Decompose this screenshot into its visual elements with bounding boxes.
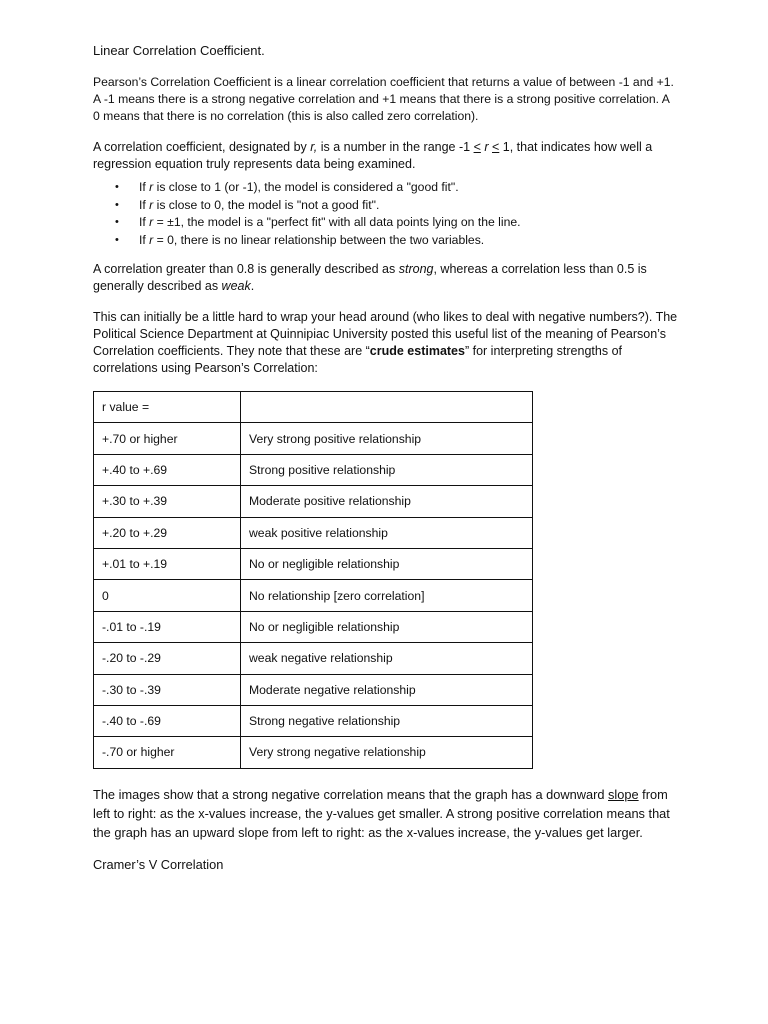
r-symbol: r xyxy=(480,140,492,154)
table-row xyxy=(94,705,533,736)
r-value-cell: +.40 to +.69 xyxy=(94,454,241,485)
r-value-cell: +.01 to +.19 xyxy=(94,548,241,579)
relationship-cell: Moderate positive relationship xyxy=(241,486,533,517)
table-row xyxy=(94,423,533,454)
r-value-cell: +.70 or higher xyxy=(94,423,241,454)
relationship-cell: No or negligible relationship xyxy=(241,611,533,642)
less-equal-symbol: < xyxy=(473,140,481,154)
strong-term: strong xyxy=(398,262,434,276)
r-value-cell: +.20 to +.29 xyxy=(94,517,241,548)
text-fragment: If xyxy=(139,215,150,229)
text-fragment: ” for interpreting strengths of correlations using Pearson’s Correlation: xyxy=(93,344,622,375)
table-row xyxy=(94,486,533,517)
relationship-cell: Strong negative relationship xyxy=(241,705,533,736)
text-fragment: from left to right: as the x-values increase, the y-values get smaller. A strong positive correlation means that the graph has an upward slope from left to right: as the x-values increase, the y-values get larger. xyxy=(93,786,670,840)
table-header-row xyxy=(94,392,533,423)
paragraph-coefficient-definition xyxy=(93,139,678,173)
r-value-cell: -.70 or higher xyxy=(94,737,241,768)
text-fragment: If xyxy=(139,232,150,247)
table-row xyxy=(94,517,533,548)
r-value-cell: -.30 to -.39 xyxy=(94,674,241,705)
text-fragment: A correlation greater than 0.8 is generally described as xyxy=(93,262,399,276)
text-fragment: A correlation coefficient, designated by xyxy=(93,140,311,154)
document-page xyxy=(93,36,678,874)
table-row xyxy=(94,643,533,674)
text-fragment: If xyxy=(139,197,150,212)
relationship-cell: Very strong positive relationship xyxy=(241,423,533,454)
bullet-icon: • xyxy=(115,216,119,228)
bullet-icon: • xyxy=(115,198,119,211)
text-fragment: 1, that indicates how well a regression equation truly represents data being examined. xyxy=(93,140,653,171)
list-item xyxy=(115,179,678,197)
paragraph-pearson-intro: Pearson’s Correlation Coefficient is a linear correlation coefficient that returns a value of between -1 and +1. A -1 means there is a strong negative correlation and +1 means that there is a strong positive correlation. A 0 means that there is no correlation (this is also called zero correlation). xyxy=(93,75,674,123)
text-fragment: This can initially be a little hard to wrap your head around (who likes to deal with negative numbers?). The Political Science Department at Quinnipiac University posted this useful list of the meaning of Pearson’s Correlation coefficients. They note that these are “ xyxy=(93,310,678,358)
weak-term: weak xyxy=(221,279,251,293)
list-item xyxy=(115,232,678,250)
r-symbol: r xyxy=(149,215,154,229)
relationship-cell: weak negative relationship xyxy=(241,643,533,674)
text-fragment: is close to 1 (or -1), the model is considered a "good fit". xyxy=(153,180,459,194)
relationship-cell: No or negligible relationship xyxy=(241,548,533,579)
table-row xyxy=(94,454,533,485)
r-value-cell: 0 xyxy=(94,580,241,611)
text-fragment: is a number in the range -1 xyxy=(317,140,474,154)
table-row xyxy=(94,580,533,611)
r-value-cell: -.20 to -.29 xyxy=(94,643,241,674)
paragraph-quinnipiac xyxy=(93,309,678,377)
text-fragment: = ±1, the model is a "perfect fit" with all data points lying on the line. xyxy=(153,215,521,229)
less-equal-symbol: < xyxy=(492,140,500,154)
r-symbol: r xyxy=(149,197,154,212)
bullet-icon: • xyxy=(115,181,119,193)
slope-link[interactable]: slope xyxy=(608,786,639,802)
list-item xyxy=(115,214,678,232)
relationship-cell: weak positive relationship xyxy=(241,517,533,548)
text-fragment: is close to 0, the model is "not a good fit". xyxy=(153,197,380,212)
list-item xyxy=(115,197,678,215)
table-row xyxy=(94,611,533,642)
r-symbol: r, xyxy=(310,140,318,154)
section-heading-cramers-v: Cramer’s V Correlation xyxy=(93,856,224,872)
fit-criteria-list xyxy=(93,179,678,249)
correlation-strength-table xyxy=(93,391,533,769)
table-header-cell xyxy=(241,392,533,423)
table-row xyxy=(94,548,533,579)
table-row xyxy=(94,674,533,705)
r-symbol: r xyxy=(149,232,154,247)
r-value-cell: -.01 to -.19 xyxy=(94,611,241,642)
relationship-cell: Moderate negative relationship xyxy=(241,674,533,705)
text-fragment: , whereas a correlation less than 0.5 is generally described as xyxy=(93,262,647,293)
r-value-cell: -.40 to -.69 xyxy=(94,705,241,736)
relationship-cell: Strong positive relationship xyxy=(241,454,533,485)
crude-estimates-term: crude estimates xyxy=(369,344,465,358)
table-header-cell: r value = xyxy=(94,392,241,423)
document-title: Linear Correlation Coefficient. xyxy=(93,43,265,58)
relationship-cell: No relationship [zero correlation] xyxy=(241,580,533,611)
paragraph-strong-weak xyxy=(93,261,678,295)
text-fragment: The images show that a strong negative correlation means that the graph has a downward xyxy=(93,786,609,802)
text-fragment: = 0, there is no linear relationship between the two variables. xyxy=(153,232,485,247)
r-symbol: r xyxy=(149,180,154,194)
bullet-icon: • xyxy=(115,233,119,246)
paragraph-slope-explanation xyxy=(93,785,678,842)
relationship-cell: Very strong negative relationship xyxy=(241,737,533,768)
text-fragment: If xyxy=(139,180,150,194)
r-value-cell: +.30 to +.39 xyxy=(94,486,241,517)
text-fragment: . xyxy=(250,279,255,293)
table-row xyxy=(94,737,533,768)
